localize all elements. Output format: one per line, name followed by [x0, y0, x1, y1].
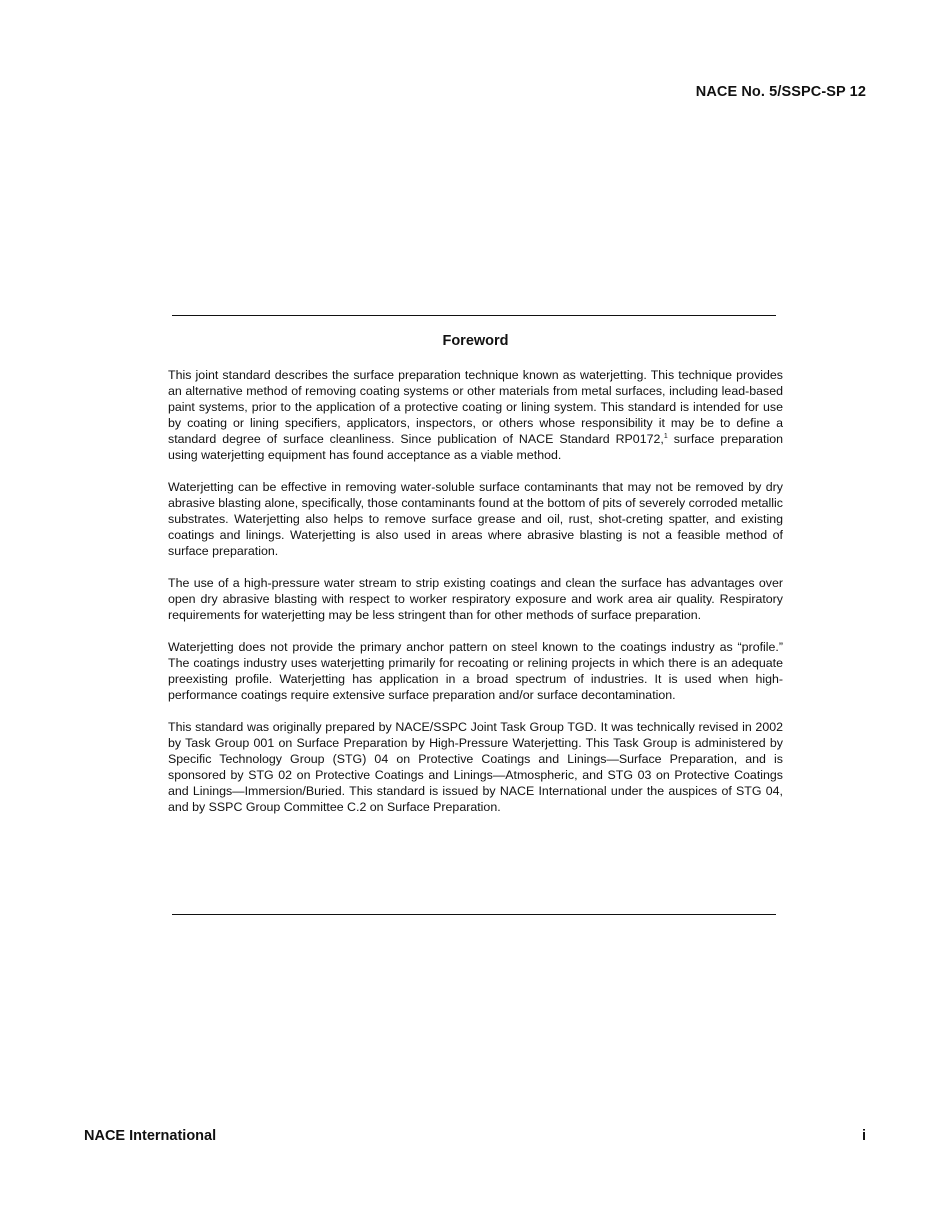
foreword-paragraph-3: The use of a high-pressure water stream to strip existing coatings and clean the surface has advantages over open dry abrasive blasting with respect to worker respiratory exposure and work area air quality. Respiratory requirements for waterjetting may be less stringent than for other methods of surface preparation. — [168, 576, 783, 622]
footer-publisher: NACE International — [84, 1128, 217, 1144]
page-number: i — [861, 1128, 866, 1144]
footnote-reference: 1 — [663, 433, 668, 440]
foreword-paragraph-5: This standard was originally prepared by NACE/SSPC Joint Task Group TGD. It was technically revised in 2002 by Task Group 001 on Surface Preparation by High-Pressure Waterjetting. This Task Group is administered by Specific Technology Group (STG) 04 on Protective Coatings and Linings—Surface Preparation, and is sponsored by STG 02 on Protective Coatings and Linings—Atmospheric, and STG 03 on Protective Coatings and Linings—Immersion/Buried. This standard is issued by NACE International under the auspices of STG 04, and by SSPC Group Committee C.2 on Surface Preparation. — [168, 720, 783, 814]
top-divider — [172, 315, 776, 316]
foreword-paragraph-2: Waterjetting can be effective in removing water-soluble surface contaminants that may not be removed by dry abrasive blasting alone, specifically, those contaminants found at the bottom of pits of severely corroded metallic substrates. Waterjetting also helps to remove surface grease and oil, rust, shot-creting spatter, and existing coatings and linings. Waterjetting is also used in areas where abrasive blasting is not a feasible method of surface preparation. — [168, 480, 783, 558]
foreword-title: Foreword — [442, 333, 509, 349]
paragraph-1-text-continued: surface preparation using waterjetting equipment has found acceptance as a viable method. — [168, 432, 783, 462]
foreword-paragraph-4: Waterjetting does not provide the primary anchor pattern on steel known to the coatings industry as “profile.” The coatings industry uses waterjetting primarily for recoating or relining projects in which there is an adequate preexisting profile. Waterjetting has application in a broad spectrum of industries. It is used when high-performance coatings require extensive surface preparation and/or surface decontamination. — [168, 640, 783, 702]
paragraph-1-text: This joint standard describes the surface preparation technique known as waterjetting. This technique provides an alternative method of removing coating systems or other materials from metal surfaces, including lead-based paint systems, prior to the application of a protective coating or lining system. This standard is intended for use by coating or lining specifiers, applicators, inspectors, or others whose responsibility it may be to define a standard degree of surface cleanliness. Since publication of NACE Standard RP0172, — [168, 368, 783, 446]
foreword-body — [168, 367, 783, 831]
foreword-paragraph-1 — [168, 367, 783, 463]
bottom-divider — [172, 914, 776, 915]
document-id: NACE No. 5/SSPC-SP 12 — [695, 84, 866, 100]
